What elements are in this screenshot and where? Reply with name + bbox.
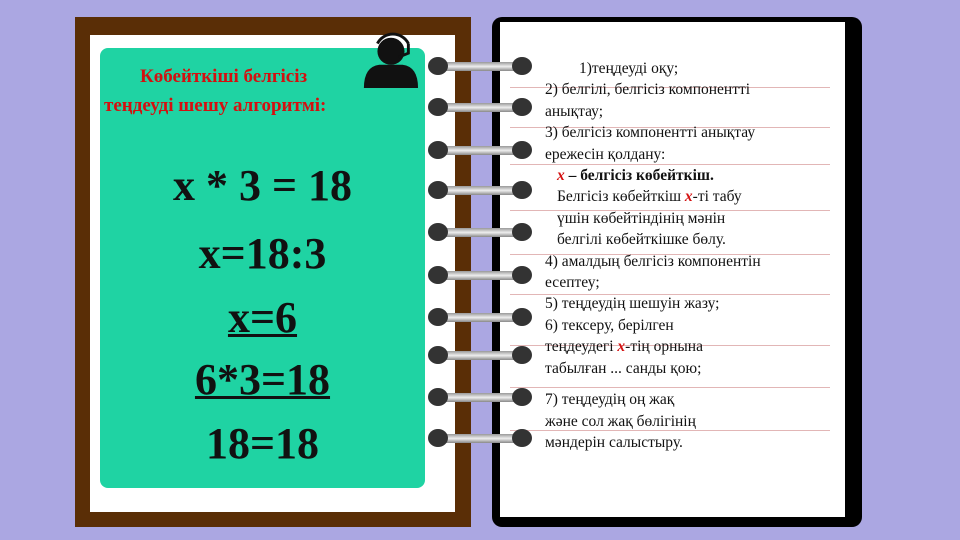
step-text: -ті табу bbox=[692, 188, 742, 206]
step-line bbox=[545, 411, 835, 432]
step-text: белгілі көбейткішке бөлу. bbox=[557, 231, 726, 249]
step-line bbox=[545, 229, 835, 250]
binder-ring bbox=[428, 181, 532, 199]
title-spacer bbox=[350, 62, 354, 91]
step-line bbox=[545, 358, 835, 379]
ring-end bbox=[428, 181, 448, 199]
algorithm-title: Көбейткіші белгісіз теңдеуді шешу алгоритмі: bbox=[104, 66, 327, 116]
step-text: Белгісіз көбейткіш bbox=[557, 188, 685, 206]
ring-end bbox=[512, 308, 532, 326]
user-headset-icon bbox=[360, 30, 420, 88]
ring-end bbox=[428, 308, 448, 326]
binder-ring bbox=[428, 266, 532, 284]
equation-1: x * 3 = 18 bbox=[172, 161, 353, 210]
step-line bbox=[545, 122, 835, 143]
step-text: -тің орнына bbox=[625, 338, 703, 356]
step-line bbox=[545, 336, 835, 357]
ring-end bbox=[512, 223, 532, 241]
ring-end bbox=[512, 388, 532, 406]
step-text: үшін көбейтіндінің мәнін bbox=[557, 209, 726, 227]
variable-x: x bbox=[557, 167, 565, 185]
ring-end bbox=[428, 388, 448, 406]
step-line bbox=[545, 208, 835, 229]
binder-ring bbox=[428, 346, 532, 364]
step-text: 5) теңдеудің шешуін жазу; bbox=[545, 295, 720, 313]
step-text: 2) белгілі, белгісіз компонентті bbox=[545, 81, 751, 99]
ring-end bbox=[512, 346, 532, 364]
step-text: – белгісіз көбейткіш. bbox=[564, 167, 714, 185]
step-line bbox=[545, 251, 835, 272]
ring-end bbox=[512, 429, 532, 447]
ring-end bbox=[512, 181, 532, 199]
equation-3: x=6 bbox=[227, 293, 298, 342]
ring-end bbox=[512, 266, 532, 284]
step-line bbox=[545, 79, 835, 100]
step-text: 4) амалдың белгісіз компонентін bbox=[545, 252, 761, 270]
step-line bbox=[545, 58, 835, 79]
step-line bbox=[545, 272, 835, 293]
step-text: есептеу; bbox=[545, 274, 600, 292]
step-text: ережесін қолдану: bbox=[545, 145, 666, 163]
step-line bbox=[545, 165, 835, 186]
variable-x: x bbox=[617, 338, 626, 356]
step-line bbox=[545, 144, 835, 165]
binder-ring bbox=[428, 57, 532, 75]
step-text: 6) тексеру, берілген bbox=[545, 316, 674, 334]
binder-ring bbox=[428, 141, 532, 159]
step-text: табылған ... санды қою; bbox=[545, 359, 702, 377]
ring-end bbox=[428, 57, 448, 75]
variable-x: x bbox=[684, 188, 693, 206]
binder-ring bbox=[428, 388, 532, 406]
step-line bbox=[545, 389, 835, 410]
algorithm-title-box bbox=[104, 62, 354, 120]
equation-2: x=18:3 bbox=[198, 229, 327, 278]
step-line bbox=[545, 432, 835, 453]
ring-end bbox=[428, 429, 448, 447]
ring-end bbox=[428, 141, 448, 159]
step-line bbox=[545, 101, 835, 122]
equation-5: 18=18 bbox=[205, 419, 320, 468]
step-line bbox=[545, 186, 835, 207]
algorithm-steps bbox=[545, 58, 835, 453]
equation-4: 6*3=18 bbox=[194, 355, 331, 404]
ring-end bbox=[428, 98, 448, 116]
step-text: теңдеудегі bbox=[545, 338, 618, 356]
step-text: 3) белгісіз компонентті анықтау bbox=[545, 124, 756, 142]
binder-ring bbox=[428, 429, 532, 447]
step-text: және сол жақ бөлігінің bbox=[545, 412, 696, 430]
step-text: 7) теңдеудің оң жақ bbox=[545, 391, 675, 409]
step-line bbox=[545, 315, 835, 336]
step-text: мәндерін салыстыру. bbox=[545, 433, 683, 451]
ring-end bbox=[512, 98, 532, 116]
step-line bbox=[545, 293, 835, 314]
binder-ring bbox=[428, 308, 532, 326]
ring-end bbox=[512, 141, 532, 159]
step-text: 1)теңдеуді оқу; bbox=[579, 60, 679, 77]
binder-ring bbox=[428, 98, 532, 116]
ring-end bbox=[428, 266, 448, 284]
ring-end bbox=[512, 57, 532, 75]
step-text: анықтау; bbox=[545, 102, 604, 120]
ring-end bbox=[428, 346, 448, 364]
binder-ring bbox=[428, 223, 532, 241]
ring-end bbox=[428, 223, 448, 241]
